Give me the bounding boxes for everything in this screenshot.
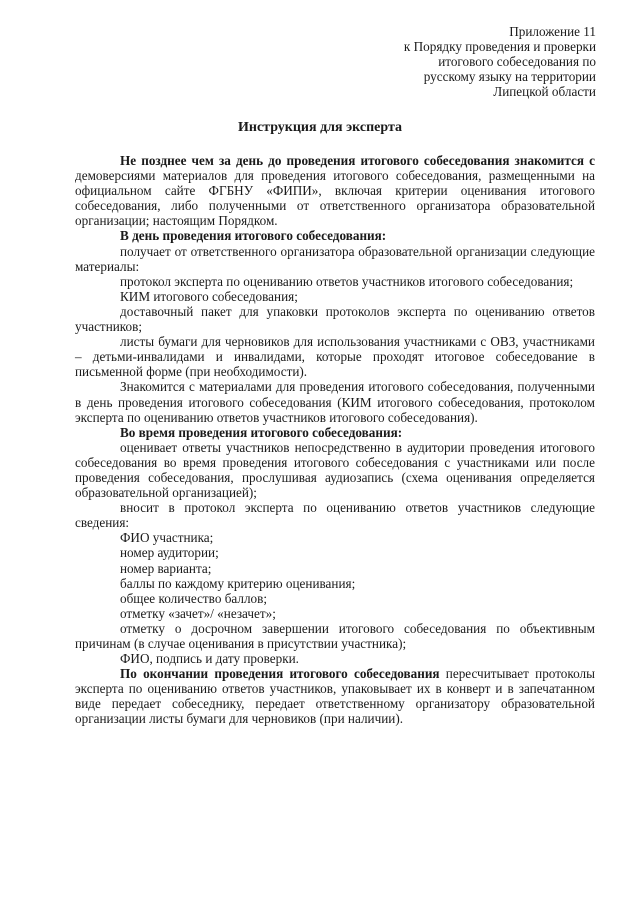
list-item [75, 289, 595, 304]
list-item [75, 545, 595, 560]
paragraph-text: протокол эксперта по оцениванию ответов участников итогового собеседования; [120, 273, 574, 289]
section-heading [75, 228, 595, 243]
bold-lead: По окончании проведения итогового собеседования [120, 666, 440, 682]
paragraph-text: общее количество баллов; [120, 590, 268, 606]
paragraph-text: Знакомится с материалами для проведения итогового собеседования, полученными в день проведения итогового собеседования (КИМ итогового собеседования, протоколом эксперта по оцениванию ответов участников итогового собеседования). [75, 379, 595, 425]
paragraph-text: номер аудитории; [120, 545, 219, 561]
appendix-line: русскому языку на территории [423, 69, 596, 85]
list-item [75, 334, 595, 379]
paragraph-text: КИМ итогового собеседования; [120, 288, 298, 304]
paragraph-text: ФИО участника; [120, 530, 214, 546]
appendix-header [356, 24, 596, 99]
paragraph [75, 440, 595, 500]
appendix-line: итогового собеседования по [438, 54, 596, 70]
list-item [75, 274, 595, 289]
list-item [75, 621, 595, 651]
list-item [75, 591, 595, 606]
paragraph-text: номер варианта; [120, 560, 212, 576]
paragraph-text: демоверсиями материалов для проведения итогового собеседования, размещенными на официальном сайте ФГБНУ «ФИПИ», включая критерии оценивания итогового собеседования, либо полученными от ответственного организатора образовательной организации; настоящим Порядком. [75, 168, 595, 229]
paragraph-text: пересчитывает протоколы эксперта по оцениванию ответов участников, упаковывает их в конверт и в запечатанном виде передает собеседнику, передает ответственному организатору образовательной организации листы бумаги для черновиков (при наличии). [75, 666, 595, 727]
appendix-line: Приложение 11 [509, 24, 596, 39]
bold-lead: Во время проведения итогового собеседования: [120, 424, 403, 440]
list-item [75, 530, 595, 545]
paragraph [75, 379, 595, 424]
paragraph-text: вносит в протокол эксперта по оцениванию ответов участников следующие сведения: [75, 500, 595, 531]
list-item [75, 606, 595, 621]
list-item [75, 561, 595, 576]
document-title: Инструкция для эксперта [237, 120, 402, 135]
section-heading [75, 425, 595, 440]
appendix-line: Липецкой области [493, 84, 596, 100]
paragraph-text: доставочный пакет для упаковки протоколов эксперта по оцениванию ответов участников; [75, 303, 595, 335]
bold-lead: Не позднее чем за день до проведения итогового собеседования знакомится с [120, 153, 595, 168]
appendix-line: к Порядку проведения и проверки [403, 39, 596, 55]
list-item [75, 576, 595, 591]
paragraph-text: получает от ответственного организатора образовательной организации следующие материалы: [75, 243, 595, 274]
paragraph-text: баллы по каждому критерию оценивания; [120, 575, 356, 591]
paragraph [75, 244, 595, 274]
paragraph [75, 500, 595, 530]
list-item [75, 651, 595, 666]
paragraph [75, 153, 595, 228]
list-item [75, 304, 595, 334]
paragraph [75, 666, 595, 726]
document-body [75, 153, 595, 727]
paragraph-text: оценивает ответы участников непосредственно в аудитории проведения итогового собеседования во время проведения итогового собеседования с участниками или после проведения собеседования, прослушивая аудиозапись (схема оценивания определяется образовательной организацией); [75, 439, 595, 501]
paragraph-text: отметку о досрочном завершении итогового собеседования по объективным причинам (в случае оценивания в присутствии участника); [75, 620, 595, 651]
paragraph-text: отметку «зачет»/ «незачет»; [120, 605, 276, 621]
bold-lead: В день проведения итогового собеседования: [120, 228, 387, 244]
paragraph-text: ФИО, подпись и дату проверки. [120, 651, 299, 667]
paragraph-text: листы бумаги для черновиков для использования участниками с ОВЗ, участниками – детьми-инвалидами и инвалидами, которые проходят итоговое собеседование в письменной форме (при необходимости). [75, 334, 595, 380]
